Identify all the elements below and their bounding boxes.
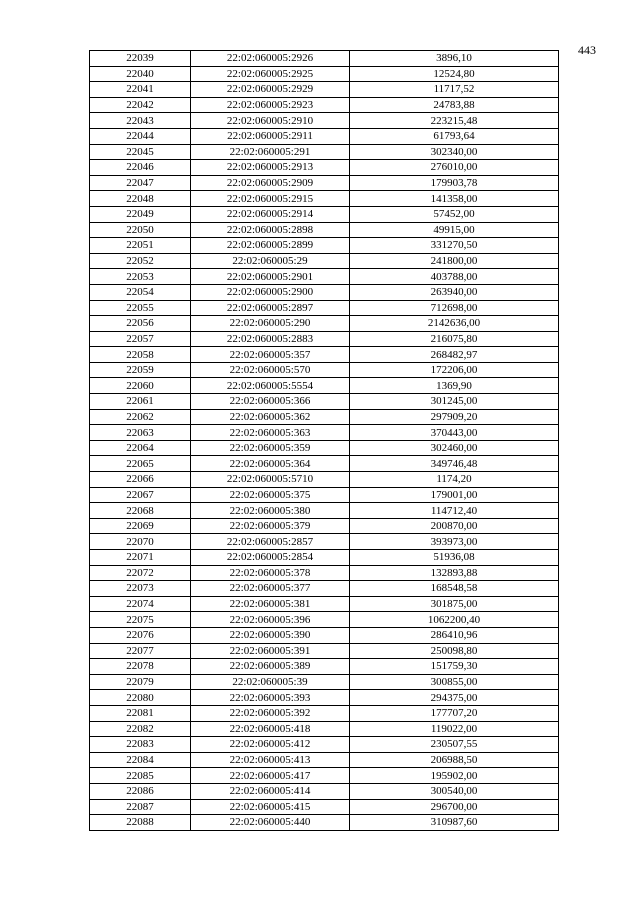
table-row: [90, 331, 559, 347]
row-number-cell: 22070: [90, 534, 191, 550]
cadastral-number-cell: 22:02:060005:2925: [191, 66, 350, 82]
row-number-cell: 22084: [90, 752, 191, 768]
value-cell: 119022,00: [350, 721, 559, 737]
cadastral-number-cell: 22:02:060005:377: [191, 581, 350, 597]
cadastral-number-cell: 22:02:060005:570: [191, 362, 350, 378]
table-row: [90, 144, 559, 160]
cadastral-number-cell: 22:02:060005:381: [191, 596, 350, 612]
row-number-cell: 22072: [90, 565, 191, 581]
value-cell: 1369,90: [350, 378, 559, 394]
cadastral-number-cell: 22:02:060005:391: [191, 643, 350, 659]
row-number-cell: 22050: [90, 222, 191, 238]
cadastral-number-cell: 22:02:060005:2854: [191, 550, 350, 566]
row-number-cell: 22066: [90, 472, 191, 488]
value-cell: 370443,00: [350, 425, 559, 441]
table-row: [90, 440, 559, 456]
row-number-cell: 22061: [90, 394, 191, 410]
row-number-cell: 22059: [90, 362, 191, 378]
row-number-cell: 22054: [90, 284, 191, 300]
value-cell: 172206,00: [350, 362, 559, 378]
row-number-cell: 22065: [90, 456, 191, 472]
row-number-cell: 22045: [90, 144, 191, 160]
value-cell: 403788,00: [350, 269, 559, 285]
row-number-cell: 22063: [90, 425, 191, 441]
table-row: [90, 503, 559, 519]
value-cell: 24783,88: [350, 97, 559, 113]
table-row: [90, 300, 559, 316]
value-cell: 3896,10: [350, 51, 559, 67]
cadastral-number-cell: 22:02:060005:362: [191, 409, 350, 425]
value-cell: 132893,88: [350, 565, 559, 581]
value-cell: 1062200,40: [350, 612, 559, 628]
page-number: 443: [578, 43, 596, 57]
row-number-cell: 22043: [90, 113, 191, 129]
table-row: [90, 627, 559, 643]
row-number-cell: 22076: [90, 627, 191, 643]
value-cell: 57452,00: [350, 206, 559, 222]
row-number-cell: 22086: [90, 783, 191, 799]
value-cell: 294375,00: [350, 690, 559, 706]
cadastral-number-cell: 22:02:060005:392: [191, 705, 350, 721]
value-cell: 712698,00: [350, 300, 559, 316]
table-row: [90, 66, 559, 82]
table-row: [90, 160, 559, 176]
cadastral-number-cell: 22:02:060005:375: [191, 487, 350, 503]
table-row: [90, 51, 559, 67]
cadastral-number-cell: 22:02:060005:414: [191, 783, 350, 799]
table-row: [90, 690, 559, 706]
cadastral-number-cell: 22:02:060005:440: [191, 815, 350, 831]
table-row: [90, 425, 559, 441]
table-row: [90, 82, 559, 98]
value-cell: 301875,00: [350, 596, 559, 612]
table-row: [90, 783, 559, 799]
row-number-cell: 22042: [90, 97, 191, 113]
data-table: [89, 50, 559, 831]
value-cell: 168548,58: [350, 581, 559, 597]
value-cell: 49915,00: [350, 222, 559, 238]
table-row: [90, 565, 559, 581]
value-cell: 300855,00: [350, 674, 559, 690]
cadastral-number-cell: 22:02:060005:2915: [191, 191, 350, 207]
value-cell: 302340,00: [350, 144, 559, 160]
row-number-cell: 22062: [90, 409, 191, 425]
row-number-cell: 22052: [90, 253, 191, 269]
cadastral-number-cell: 22:02:060005:2923: [191, 97, 350, 113]
table-row: [90, 815, 559, 831]
row-number-cell: 22075: [90, 612, 191, 628]
row-number-cell: 22073: [90, 581, 191, 597]
row-number-cell: 22069: [90, 518, 191, 534]
row-number-cell: 22056: [90, 316, 191, 332]
cadastral-number-cell: 22:02:060005:290: [191, 316, 350, 332]
row-number-cell: 22080: [90, 690, 191, 706]
table-body: [90, 51, 559, 831]
table-row: [90, 768, 559, 784]
cadastral-number-cell: 22:02:060005:396: [191, 612, 350, 628]
value-cell: 179001,00: [350, 487, 559, 503]
row-number-cell: 22064: [90, 440, 191, 456]
cadastral-number-cell: 22:02:060005:417: [191, 768, 350, 784]
table-row: [90, 456, 559, 472]
cadastral-number-cell: 22:02:060005:379: [191, 518, 350, 534]
cadastral-number-cell: 22:02:060005:2899: [191, 238, 350, 254]
cadastral-number-cell: 22:02:060005:2911: [191, 128, 350, 144]
value-cell: 216075,80: [350, 331, 559, 347]
table-row: [90, 409, 559, 425]
value-cell: 61793,64: [350, 128, 559, 144]
value-cell: 268482,97: [350, 347, 559, 363]
cadastral-number-cell: 22:02:060005:5710: [191, 472, 350, 488]
row-number-cell: 22082: [90, 721, 191, 737]
value-cell: 263940,00: [350, 284, 559, 300]
table-row: [90, 206, 559, 222]
cadastral-number-cell: 22:02:060005:2909: [191, 175, 350, 191]
table-row: [90, 674, 559, 690]
row-number-cell: 22078: [90, 659, 191, 675]
value-cell: 393973,00: [350, 534, 559, 550]
cadastral-number-cell: 22:02:060005:2898: [191, 222, 350, 238]
cadastral-number-cell: 22:02:060005:415: [191, 799, 350, 815]
row-number-cell: 22083: [90, 737, 191, 753]
value-cell: 11717,52: [350, 82, 559, 98]
cadastral-number-cell: 22:02:060005:2914: [191, 206, 350, 222]
table-row: [90, 799, 559, 815]
table-row: [90, 269, 559, 285]
row-number-cell: 22046: [90, 160, 191, 176]
table-row: [90, 612, 559, 628]
cadastral-number-cell: 22:02:060005:393: [191, 690, 350, 706]
cadastral-number-cell: 22:02:060005:389: [191, 659, 350, 675]
row-number-cell: 22057: [90, 331, 191, 347]
cadastral-number-cell: 22:02:060005:413: [191, 752, 350, 768]
cadastral-number-cell: 22:02:060005:29: [191, 253, 350, 269]
row-number-cell: 22079: [90, 674, 191, 690]
value-cell: 286410,96: [350, 627, 559, 643]
row-number-cell: 22055: [90, 300, 191, 316]
table-row: [90, 316, 559, 332]
value-cell: 195902,00: [350, 768, 559, 784]
table-row: [90, 128, 559, 144]
table-row: [90, 97, 559, 113]
cadastral-number-cell: 22:02:060005:363: [191, 425, 350, 441]
cadastral-number-cell: 22:02:060005:2900: [191, 284, 350, 300]
row-number-cell: 22041: [90, 82, 191, 98]
table-row: [90, 643, 559, 659]
row-number-cell: 22040: [90, 66, 191, 82]
cadastral-number-cell: 22:02:060005:2857: [191, 534, 350, 550]
cadastral-number-cell: 22:02:060005:364: [191, 456, 350, 472]
table-row: [90, 222, 559, 238]
table-row: [90, 659, 559, 675]
table-row: [90, 705, 559, 721]
value-cell: 302460,00: [350, 440, 559, 456]
value-cell: 310987,60: [350, 815, 559, 831]
table-row: [90, 362, 559, 378]
value-cell: 179903,78: [350, 175, 559, 191]
cadastral-number-cell: 22:02:060005:412: [191, 737, 350, 753]
row-number-cell: 22058: [90, 347, 191, 363]
row-number-cell: 22074: [90, 596, 191, 612]
cadastral-number-cell: 22:02:060005:359: [191, 440, 350, 456]
cadastral-number-cell: 22:02:060005:2926: [191, 51, 350, 67]
value-cell: 223215,48: [350, 113, 559, 129]
cadastral-number-cell: 22:02:060005:390: [191, 627, 350, 643]
cadastral-number-cell: 22:02:060005:418: [191, 721, 350, 737]
value-cell: 51936,08: [350, 550, 559, 566]
row-number-cell: 22053: [90, 269, 191, 285]
row-number-cell: 22077: [90, 643, 191, 659]
table-row: [90, 487, 559, 503]
cadastral-number-cell: 22:02:060005:2883: [191, 331, 350, 347]
value-cell: 1174,20: [350, 472, 559, 488]
value-cell: 276010,00: [350, 160, 559, 176]
table-row: [90, 191, 559, 207]
row-number-cell: 22085: [90, 768, 191, 784]
row-number-cell: 22048: [90, 191, 191, 207]
cadastral-number-cell: 22:02:060005:380: [191, 503, 350, 519]
value-cell: 206988,50: [350, 752, 559, 768]
table-row: [90, 238, 559, 254]
cadastral-number-cell: 22:02:060005:2913: [191, 160, 350, 176]
table-row: [90, 175, 559, 191]
value-cell: 230507,55: [350, 737, 559, 753]
row-number-cell: 22067: [90, 487, 191, 503]
value-cell: 200870,00: [350, 518, 559, 534]
row-number-cell: 22068: [90, 503, 191, 519]
value-cell: 331270,50: [350, 238, 559, 254]
row-number-cell: 22087: [90, 799, 191, 815]
table-row: [90, 472, 559, 488]
table-row: [90, 253, 559, 269]
value-cell: 151759,30: [350, 659, 559, 675]
value-cell: 241800,00: [350, 253, 559, 269]
table-row: [90, 550, 559, 566]
cadastral-number-cell: 22:02:060005:2929: [191, 82, 350, 98]
value-cell: 250098,80: [350, 643, 559, 659]
value-cell: 141358,00: [350, 191, 559, 207]
cadastral-number-cell: 22:02:060005:5554: [191, 378, 350, 394]
table-row: [90, 518, 559, 534]
table-row: [90, 721, 559, 737]
value-cell: 12524,80: [350, 66, 559, 82]
value-cell: 177707,20: [350, 705, 559, 721]
row-number-cell: 22049: [90, 206, 191, 222]
table-row: [90, 378, 559, 394]
value-cell: 296700,00: [350, 799, 559, 815]
value-cell: 114712,40: [350, 503, 559, 519]
table-row: [90, 394, 559, 410]
cadastral-number-cell: 22:02:060005:2897: [191, 300, 350, 316]
row-number-cell: 22044: [90, 128, 191, 144]
table-row: [90, 581, 559, 597]
row-number-cell: 22060: [90, 378, 191, 394]
row-number-cell: 22051: [90, 238, 191, 254]
row-number-cell: 22071: [90, 550, 191, 566]
value-cell: 349746,48: [350, 456, 559, 472]
table-row: [90, 284, 559, 300]
table-row: [90, 113, 559, 129]
cadastral-number-cell: 22:02:060005:291: [191, 144, 350, 160]
cadastral-number-cell: 22:02:060005:357: [191, 347, 350, 363]
cadastral-number-cell: 22:02:060005:2910: [191, 113, 350, 129]
table-row: [90, 752, 559, 768]
table-row: [90, 596, 559, 612]
cadastral-number-cell: 22:02:060005:378: [191, 565, 350, 581]
row-number-cell: 22047: [90, 175, 191, 191]
row-number-cell: 22081: [90, 705, 191, 721]
cadastral-number-cell: 22:02:060005:366: [191, 394, 350, 410]
table-row: [90, 534, 559, 550]
cadastral-number-cell: 22:02:060005:2901: [191, 269, 350, 285]
row-number-cell: 22088: [90, 815, 191, 831]
value-cell: 300540,00: [350, 783, 559, 799]
row-number-cell: 22039: [90, 51, 191, 67]
cadastral-number-cell: 22:02:060005:39: [191, 674, 350, 690]
value-cell: 2142636,00: [350, 316, 559, 332]
value-cell: 297909,20: [350, 409, 559, 425]
value-cell: 301245,00: [350, 394, 559, 410]
table-row: [90, 737, 559, 753]
table-row: [90, 347, 559, 363]
